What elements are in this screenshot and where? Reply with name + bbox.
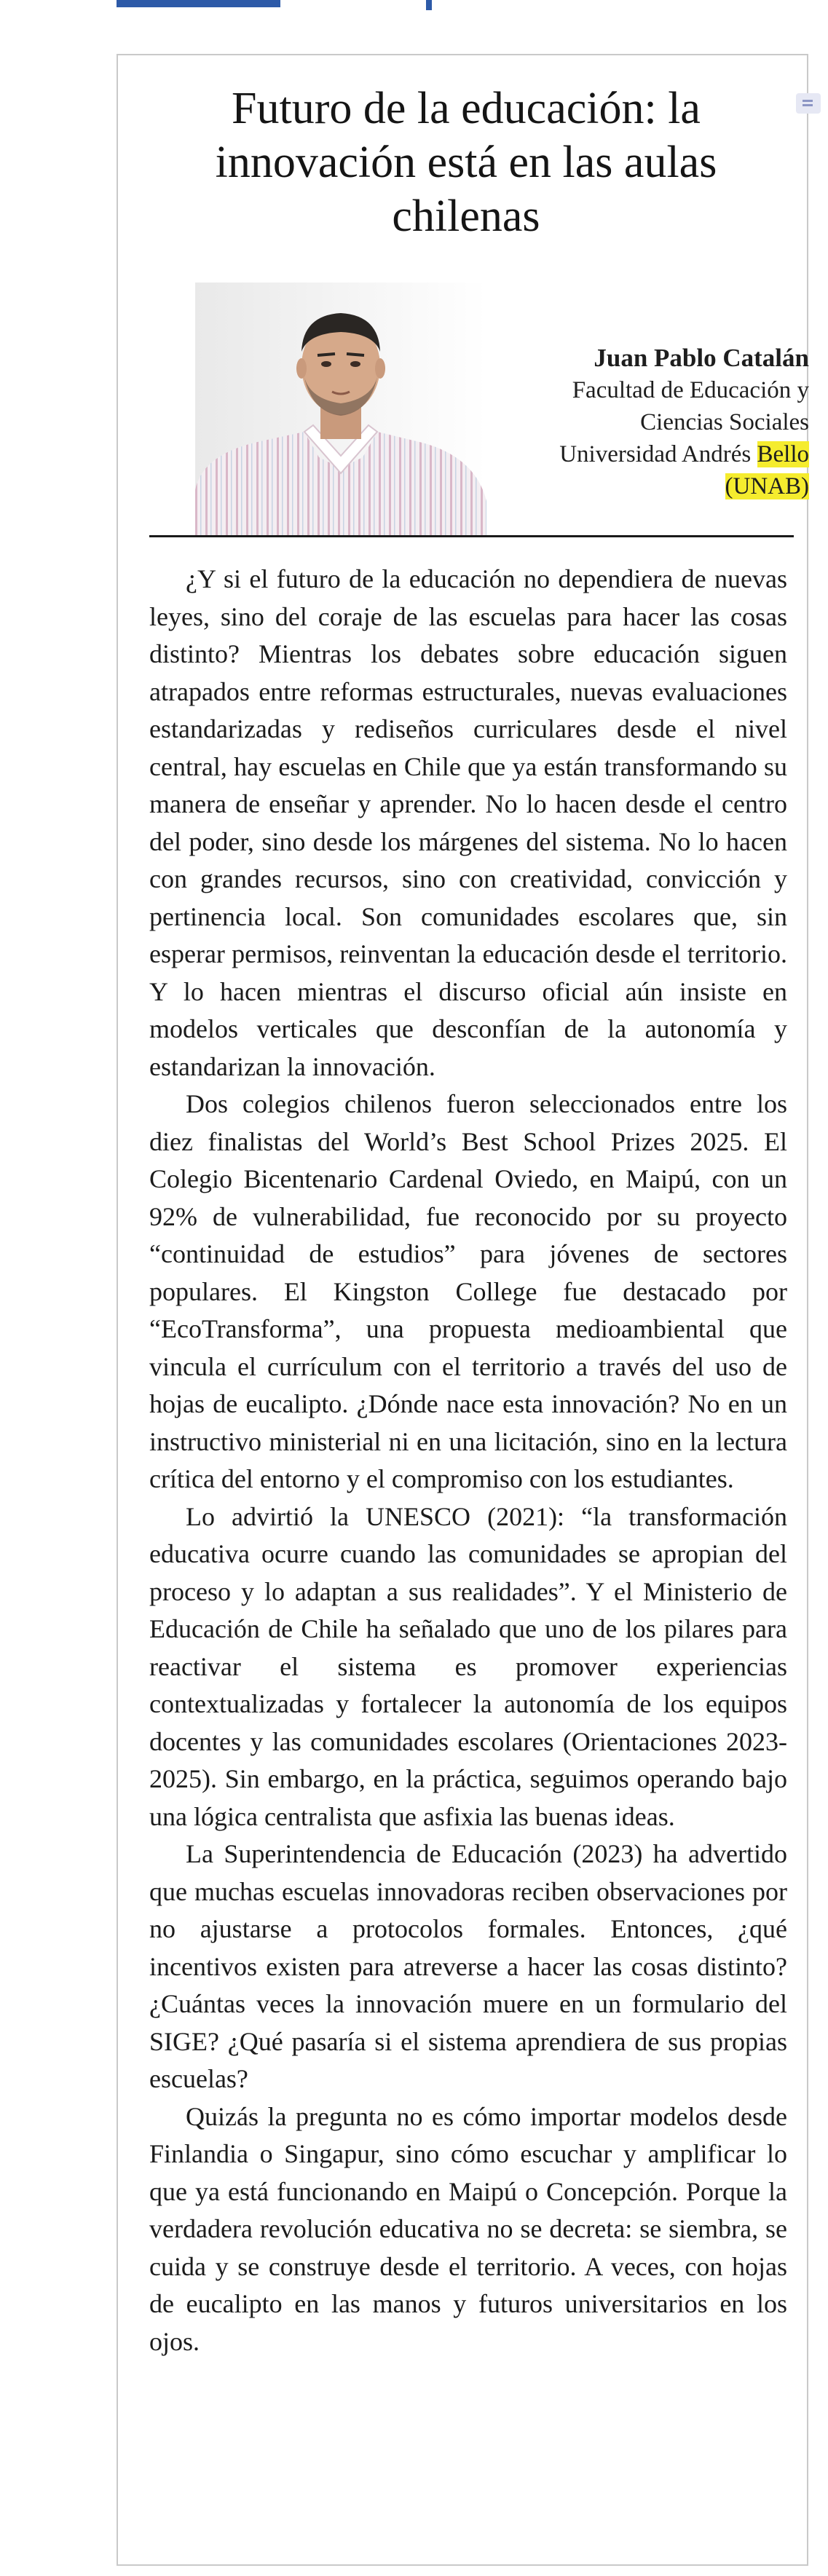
author-byline <box>445 342 809 502</box>
author-photo <box>195 283 486 537</box>
author-name: Juan Pablo Catalán <box>594 344 809 372</box>
article-headline: Futuro de la educación: la innovación está en las aulas chilenas <box>215 84 717 241</box>
paragraph: Dos colegios chilenos fueron seleccionados entre los diez finalistas del World’s Best School Prizes 2025. El Colegio Bicentenario Cardenal Oviedo, en Maipú, con un 92% de vulnerabilidad, fue reconocido por su proyecto “continuidad de estudios” para jóvenes de sectores populares. El Kingston College fue destacado por “EcoTransforma”, una propuesta medioambiental que vincula el currículum con el territorio a través del uso de hojas de eucalipto. ¿Dónde nace esta innovación? No en un instructivo ministerial ni en una licitación, sino en la lectura crítica del entorno y el compromiso con los estudiantes. <box>149 1089 787 1493</box>
comment-icon[interactable] <box>796 93 821 114</box>
paragraph: La Superintendencia de Educación (2023) ha advertido que muchas escuelas innovadoras reciben observaciones por no ajustarse a protocolos formales. Entonces, ¿qué incentivos existen para atreverse a hacer las cosas distinto? ¿Cuántas veces la innovación muere en un formulario del SIGE? ¿Qué pasaría si el sistema aprendiera de sus propias escuelas? <box>149 1839 787 2093</box>
author-university-highlight: Bello <box>757 441 809 467</box>
author-faculty-line1: Facultad de Educación y <box>572 377 809 403</box>
paragraph: Quizás la pregunta no es cómo importar modelos desde Finlandia o Singapur, sino cómo escuchar y amplificar lo que ya está funcionando en Maipú o Concepción. Porque la verdadera revolución educativa no se decreta: se siembra, se cuida y se construye desde el territorio. A veces, con hojas de eucalipto en las manos y futuros universitarios en los ojos. <box>149 2101 787 2356</box>
author-university-abbr: (UNAB) <box>725 473 809 499</box>
author-faculty-line2: Ciencias Sociales <box>640 409 809 435</box>
paragraph: ¿Y si el futuro de la educación no dependiera de nuevas leyes, sino del coraje de las escuelas para hacer las cosas distinto? Mientras los debates sobre educación siguen atrapados entre reformas estructurales, nuevas evaluaciones estandarizadas y rediseños curriculares desde el nivel central, hay escuelas en Chile que ya están transformando su manera de enseñar y aprender. No lo hacen desde el centro del poder, sino desde los márgenes del sistema. No lo hacen con grandes recursos, sino con creatividad, convicción y pertinencia local. Son comunidades escolares que, sin esperar permisos, reinventan la educación desde el territorio. Y lo hacen mientras el discurso oficial aún insiste en modelos verticales que desconfían de la autonomía y estandarizan la innovación. <box>149 564 787 1081</box>
author-university-prefix: Universidad Andrés <box>559 441 752 467</box>
header-accent-bar <box>117 0 280 7</box>
article-body <box>149 561 787 2360</box>
byline-divider <box>149 535 794 537</box>
paragraph: Lo advirtió la UNESCO (2021): “la transformación educativa ocurre cuando las comunidades se apropian del proceso y lo adaptan a sus realidades”. Y el Ministerio de Educación de Chile ha señalado que uno de los pilares para reactivar el sistema es promover experiencias contextualizadas y fortalecer la autonomía de los equipos docentes y las comunidades escolares (Orientaciones 2023-2025). Sin embargo, en la práctica, seguimos operando bajo una lógica centralista que asfixia las buenas ideas. <box>149 1501 787 1831</box>
header-glyph-fragment <box>426 0 432 10</box>
author-university <box>445 438 809 470</box>
